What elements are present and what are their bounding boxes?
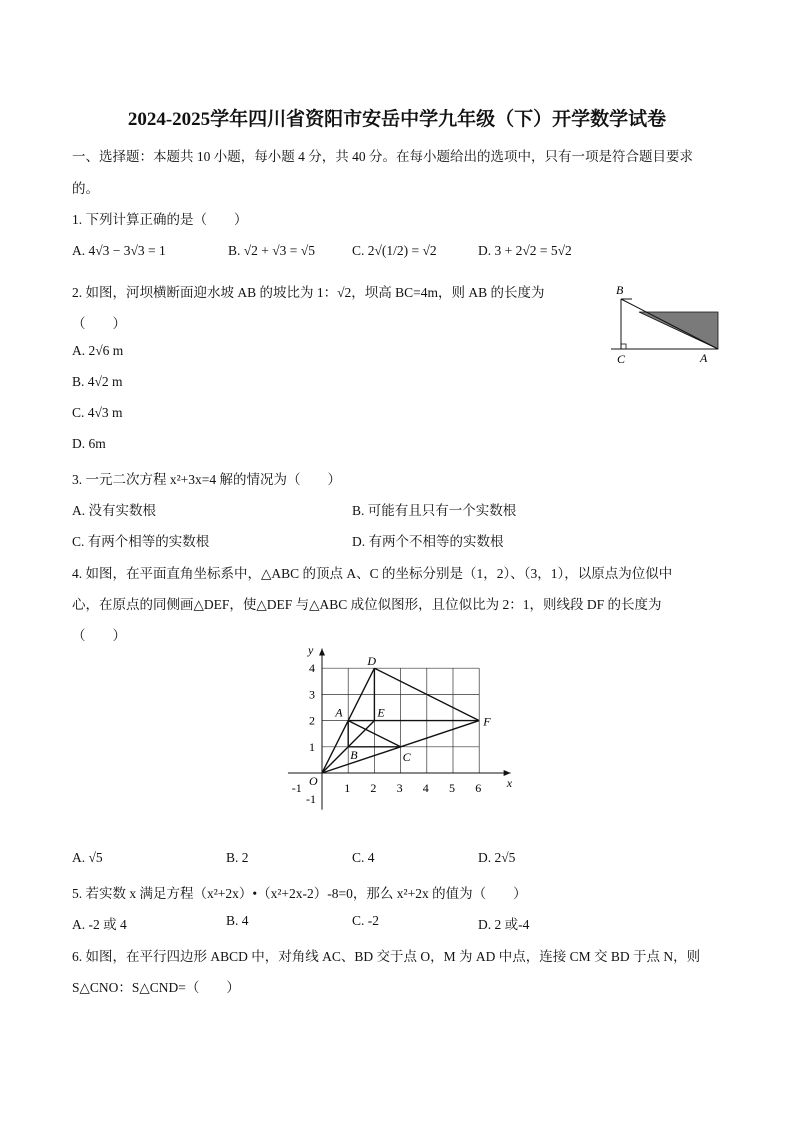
point-label-d: D [367, 654, 377, 669]
point-label-e: E [377, 705, 385, 720]
q3-stem: 3. 一元二次方程 x²+3x=4 解的情况为（ ） [72, 472, 342, 487]
point-label-b: B [350, 747, 358, 762]
q2-option-c: C. 4√3 m [72, 405, 123, 420]
x-axis-label: x [506, 776, 513, 790]
x-tick-label: 2 [370, 781, 377, 795]
q6-stem-line2: S△CNO：S△CND=（ ） [72, 980, 240, 995]
label-b: B [616, 283, 624, 297]
y-tick-label: 1 [309, 739, 315, 754]
q5-option-b: B. 4 [226, 913, 249, 928]
point-label-f: F [483, 714, 491, 729]
x-tick-label: 6 [475, 781, 482, 795]
y-tick-label: 2 [309, 713, 315, 728]
x-tick-label: -1 [291, 781, 302, 795]
q4-option-b: B. 2 [226, 850, 249, 865]
y-axis-arrow [319, 649, 325, 656]
q3-option-c: C. 有两个相等的实数根 [72, 534, 210, 549]
origin-label: O [309, 774, 318, 788]
label-c: C [617, 352, 626, 366]
q4-stem-line1: 4. 如图，在平面直角坐标系中，△ABC 的顶点 A、C 的坐标分别是（1，2）、（3，1），以原点为位似中 [72, 566, 673, 581]
x-tick-label: 1 [344, 781, 351, 795]
label-a: A [700, 351, 708, 365]
page-title: 2024-2025学年四川省资阳市安岳中学九年级（下）开学数学试卷 [127, 109, 667, 130]
q1-option-c: C. 2√(1/2) = √2 [352, 243, 437, 258]
point-label-c: C [402, 749, 411, 764]
q1-stem: 1. 下列计算正确的是（ ） [72, 212, 248, 227]
q1-option-a: A. 4√3 − 3√3 = 1 [72, 243, 166, 258]
q5-option-a: A. -2 或 4 [72, 917, 127, 932]
q5-option-c: C. -2 [352, 913, 379, 928]
y-tick-label: 4 [309, 661, 315, 676]
point-label-a: A [335, 705, 343, 720]
y-tick-label: 3 [309, 687, 315, 702]
q3-option-a: A. 没有实数根 [72, 503, 156, 518]
q1-option-b: B. √2 + √3 = √5 [228, 243, 315, 258]
section-heading-line2: 的。 [72, 181, 99, 196]
q2-option-b: B. 4√2 m [72, 374, 123, 389]
q4-option-d: D. 2√5 [478, 850, 516, 865]
q6-stem-line1: 6. 如图，在平行四边形 ABCD 中，对角线 AC、BD 交于点 O，M 为 AD 中点，连接 CM 交 BD 于点 N，则 [72, 949, 701, 964]
q3-option-b: B. 可能有且只有一个实数根 [352, 503, 517, 518]
q3-option-d: D. 有两个不相等的实数根 [352, 534, 504, 549]
section-heading-line1: 一、选择题：本题共 10 小题，每小题 4 分，共 40 分。在每小题给出的选项中，只有一项是符合题目要求 [72, 149, 693, 164]
y-tick-label: -1 [306, 792, 316, 807]
q4-stem-line3: （ ） [72, 628, 126, 643]
x-tick-label: 5 [449, 781, 455, 795]
dam-cross-section-figure [608, 282, 728, 372]
q2-stem-line2: （ ） [72, 316, 126, 331]
x-tick-label: 3 [396, 781, 403, 795]
q2-stem-line1: 2. 如图，河坝横断面迎水坡 AB 的坡比为 1：√2，坝高 BC=4m，则 AB 的长度为 [72, 285, 545, 300]
right-angle-mark [621, 344, 626, 349]
q5-stem: 5. 若实数 x 满足方程（x²+2x）•（x²+2x-2）-8=0，那么 x²+2x 的值为（ ） [72, 886, 527, 901]
x-tick-label: 4 [422, 781, 429, 795]
q2-option-a: A. 2√6 m [72, 343, 124, 358]
coordinate-grid-figure [270, 642, 530, 837]
figure-labels [292, 643, 513, 806]
y-axis-label: y [308, 642, 314, 657]
q4-option-a: A. √5 [72, 850, 103, 865]
q2-option-d: D. 6m [72, 436, 106, 451]
q1-option-d: D. 3 + 2√2 = 5√2 [478, 243, 572, 258]
q4-option-c: C. 4 [352, 850, 375, 865]
q4-stem-line2: 心，在原点的同侧画△DEF，使△DEF 与△ABC 成位似图形，且位似比为 2：1，则线段 DF 的长度为 [72, 597, 662, 612]
q5-option-d: D. 2 或-4 [478, 917, 530, 932]
